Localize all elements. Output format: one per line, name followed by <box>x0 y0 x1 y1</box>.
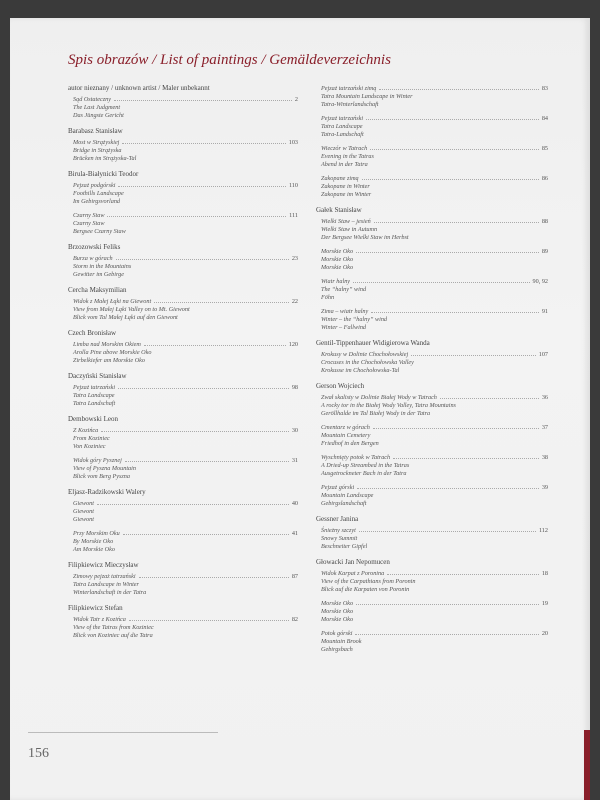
painting-title-row <box>316 114 548 123</box>
painting-title-german: Tatra-Winterlandschaft <box>321 101 379 108</box>
painting-title-english: From Koziniec <box>73 435 110 442</box>
page-reference: 84 <box>541 115 548 122</box>
painting-entry <box>68 297 298 322</box>
painting-title-polish: Morskie Oko <box>321 248 354 255</box>
page-reference: 88 <box>541 218 548 225</box>
dot-leader <box>355 629 538 635</box>
artist-name: Filipkiewicz Stefan <box>68 604 123 612</box>
painting-entry <box>68 499 298 524</box>
artist-name: Eljasz-Radzikowski Walery <box>68 488 146 496</box>
dot-leader <box>123 529 289 535</box>
painting-title-row <box>316 217 548 226</box>
painting-entry <box>316 84 548 109</box>
painting-title-polish: Limba nad Morskim Okiem <box>73 341 141 348</box>
artist-name: Głowacki Jan Nepomucen <box>316 558 390 566</box>
dot-leader <box>440 393 539 399</box>
artist-name: autor nieznany / unknown artist / Maler unbekannt <box>68 84 210 92</box>
painting-title-polish: Widok Karpat z Poronina <box>321 570 385 577</box>
painting-title-english: Wielki Staw in Autumn <box>321 226 378 233</box>
painting-title-english: Tatra Landscape <box>73 392 115 399</box>
dot-leader <box>107 211 286 217</box>
painting-title-english: Bridge in Strążyska <box>73 147 122 154</box>
painting-title-german: Föhn <box>321 294 335 301</box>
page-title: Spis obrazów / List of paintings / Gemäldeverzeichnis <box>68 52 391 68</box>
painting-entry <box>316 629 548 654</box>
painting-entry <box>316 483 548 508</box>
painting-title-english: By Morskie Oko <box>73 538 114 545</box>
painting-title-polish: Wieczór w Tatrach <box>321 145 368 152</box>
painting-title-german: Am Morskie Oko <box>73 546 115 553</box>
artist-name: Gerson Wojciech <box>316 382 365 390</box>
page-reference: 120 <box>288 341 298 348</box>
painting-title-polish: Pejzaż górski <box>321 484 355 491</box>
painting-title-polish: Morskie Oko <box>321 600 354 607</box>
dot-leader <box>118 383 289 389</box>
dot-leader <box>101 426 289 432</box>
painting-entry <box>316 247 548 272</box>
page-reference: 87 <box>291 573 298 580</box>
dot-leader <box>144 340 286 346</box>
dot-leader <box>387 569 539 575</box>
painting-title-german: Giewont <box>73 516 94 523</box>
painting-title-english: A Dried-up Streambed in the Tatras <box>321 462 410 469</box>
painting-title-german: Von Koziniec <box>73 443 106 450</box>
painting-title-english: Morskie Oko <box>321 256 354 263</box>
artist-name: Birula-Białynicki Teodor <box>68 170 139 178</box>
painting-title-polish: Zwał skalisty w Dolinie Białej Wody w Tatrach <box>321 394 437 401</box>
dot-leader <box>353 277 529 283</box>
painting-title-english: Morskie Oko <box>321 608 354 615</box>
page-reference: 20 <box>541 630 548 637</box>
painting-title-row <box>316 393 548 402</box>
dot-leader <box>370 144 539 150</box>
painting-title-row <box>316 84 548 93</box>
painting-entry <box>316 217 548 242</box>
page-reference: 83 <box>541 85 548 92</box>
dot-leader <box>374 217 539 223</box>
artist-name: Barabasz Stanisław <box>68 127 123 135</box>
painting-title-german: Winterlandschaft in der Tatra <box>73 589 147 596</box>
dot-leader <box>122 138 285 144</box>
painting-title-english: View from Małej Łąki Valley on to Mt. Giewont <box>73 306 190 313</box>
painting-title-german: Morskie Oko <box>321 616 354 623</box>
painting-title-row <box>68 138 298 147</box>
dot-leader <box>125 456 289 462</box>
painting-title-polish: Zima – wiatr halny <box>321 308 369 315</box>
painting-entry <box>68 181 298 206</box>
painting-title-english: View of Pyszna Mountain <box>73 465 136 472</box>
page-reference: 85 <box>541 145 548 152</box>
painting-title-german: Geröllhalde im Tal Białej Wody in der Tatra <box>321 410 431 417</box>
painting-entry <box>68 529 298 554</box>
artist-name: Czech Bronisław <box>68 329 117 337</box>
painting-entry <box>316 114 548 139</box>
painting-title-english: View of the Tatras from Koziniec <box>73 624 154 631</box>
painting-title-polish: Wielki Staw – jesień <box>321 218 371 225</box>
painting-title-german: Das Jüngste Gericht <box>73 112 124 119</box>
painting-title-row <box>68 529 298 538</box>
painting-title-row <box>316 526 548 535</box>
painting-title-polish: Zimowy pejzaż tatrzański <box>73 573 136 580</box>
painting-entry <box>316 277 548 302</box>
dot-leader <box>359 526 536 532</box>
painting-title-polish: Śnieżny szczyt <box>321 527 356 534</box>
page-reference: 19 <box>541 600 548 607</box>
dot-leader <box>362 174 539 180</box>
painting-title-german: Friedhof in den Bergen <box>321 440 379 447</box>
painting-title-polish: Cmentarz w górach <box>321 424 370 431</box>
painting-title-polish: Widok z Małej Łąki na Giewont <box>73 298 152 305</box>
painting-title-polish: Wyschnięty potok w Tatrach <box>321 454 391 461</box>
painting-title-german: Gebirgslandschaft <box>321 500 367 507</box>
painting-title-polish: Zakopane zimą <box>321 175 359 182</box>
painting-title-row <box>316 423 548 432</box>
dot-leader <box>366 114 539 120</box>
page-reference: 18 <box>541 570 548 577</box>
dot-leader <box>371 307 539 313</box>
painting-title-german: Blick von Koziniec auf die Tatra <box>73 632 153 639</box>
page-reference: 103 <box>288 139 298 146</box>
painting-title-german: Tatra Landschaft <box>73 400 116 407</box>
painting-title-english: Mountain Cemetery <box>321 432 371 439</box>
painting-title-english: Foothills Landscape <box>73 190 124 197</box>
footer-rule <box>28 732 218 733</box>
page-reference: 41 <box>291 530 298 537</box>
painting-entry <box>68 95 298 120</box>
painting-title-row <box>316 350 548 359</box>
painting-title-english: Giewont <box>73 508 94 515</box>
artist-name: Gałek Stanisław <box>316 206 362 214</box>
page-reference: 86 <box>541 175 548 182</box>
page-reference: 2 <box>294 96 298 103</box>
artist-name: Gentil-Tippenhauer Widigierowa Wanda <box>316 339 430 347</box>
painting-title-row <box>68 297 298 306</box>
painting-title-row <box>68 383 298 392</box>
painting-title-polish: Widok Tatr z Kozińca <box>73 616 126 623</box>
painting-title-german: Zirbelkiefer am Morskie Oko <box>73 357 145 364</box>
painting-title-polish: Przy Morskim Oku <box>73 530 120 537</box>
painting-title-english: View of the Carpathians from Poronin <box>321 578 416 585</box>
dot-leader <box>393 453 539 459</box>
painting-title-polish: Most w Strążyskiej <box>73 139 120 146</box>
dot-leader <box>114 95 292 101</box>
artist-name: Gessner Janina <box>316 515 359 523</box>
painting-title-row <box>316 277 548 286</box>
painting-title-row <box>316 599 548 608</box>
painting-title-english: Evening in the Tatras <box>321 153 374 160</box>
painting-title-row <box>68 340 298 349</box>
painting-title-english: Arolla Pine above Morskie Oko <box>73 349 152 356</box>
painting-title-row <box>316 144 548 153</box>
painting-title-polish: Krokusy w Dolinie Chochołowskiej <box>321 351 409 358</box>
painting-title-english: A rocky tor in the Białej Wody Valley, Tatra Mountains <box>321 402 456 409</box>
painting-title-english: The Last Judgment <box>73 104 121 111</box>
dot-leader <box>116 254 289 260</box>
painting-entry <box>68 615 298 640</box>
dot-leader <box>411 350 535 356</box>
painting-title-polish: Giewont <box>73 500 94 507</box>
painting-title-german: Zakopane im Winter <box>321 191 372 198</box>
dot-leader <box>97 499 289 505</box>
painting-entry <box>68 138 298 163</box>
painting-entry <box>316 350 548 375</box>
painting-title-german: Bergsee Czarny Staw <box>73 228 126 235</box>
painting-title-english: Tatra Landscape in Winter <box>73 581 139 588</box>
page-reference: 36 <box>541 394 548 401</box>
painting-entry <box>316 174 548 199</box>
right-column <box>316 84 548 659</box>
painting-title-row <box>68 615 298 624</box>
painting-title-polish: Pejzaż tatrzański zimą <box>321 85 377 92</box>
painting-title-row <box>68 181 298 190</box>
painting-entry <box>316 453 548 478</box>
painting-title-polish: Sąd Ostateczny <box>73 96 111 103</box>
artist-name: Cercha Maksymilian <box>68 286 127 294</box>
page-reference: 22 <box>291 298 298 305</box>
painting-title-row <box>316 174 548 183</box>
dot-leader <box>379 84 538 90</box>
painting-title-polish: Pejzaż tatrzański <box>321 115 364 122</box>
page-number: 156 <box>28 746 49 761</box>
dot-leader <box>154 297 289 303</box>
painting-entry <box>68 426 298 451</box>
painting-title-german: Blick vom Tal Małej Łąki auf den Giewont <box>73 314 178 321</box>
painting-title-german: Der Bergsee Wielki Staw im Herbst <box>321 234 409 241</box>
painting-title-polish: Potok górski <box>321 630 353 637</box>
painting-title-row <box>68 572 298 581</box>
page-reference: 89 <box>541 248 548 255</box>
painting-title-row <box>68 499 298 508</box>
painting-title-polish: Pejzaż podgórski <box>73 182 116 189</box>
painting-title-row <box>316 629 548 638</box>
page-reference: 112 <box>538 527 548 534</box>
painting-title-row <box>68 456 298 465</box>
painting-title-english: Storm in the Mountains <box>73 263 132 270</box>
painting-entry <box>316 599 548 624</box>
painting-title-polish: Wiatr halny <box>321 278 351 285</box>
page-reference: 37 <box>541 424 548 431</box>
painting-title-english: Tatra Landscape <box>321 123 363 130</box>
painting-title-german: Ausgetrockneter Bach in der Tatra <box>321 470 407 477</box>
dot-leader <box>356 247 539 253</box>
painting-title-row <box>316 483 548 492</box>
page-reference: 111 <box>289 212 298 219</box>
painting-title-german: Abend in der Tatra <box>321 161 368 168</box>
artist-name: Daczyński Stanisław <box>68 372 127 380</box>
painting-title-german: Beschneiter Gipfel <box>321 543 368 550</box>
dot-leader <box>139 572 289 578</box>
painting-title-german: Winter – Fallwind <box>321 324 367 331</box>
painting-title-english: Tatra Mountain Landscape in Winter <box>321 93 413 100</box>
page-reference: 23 <box>291 255 298 262</box>
dot-leader <box>373 423 539 429</box>
painting-entry <box>316 307 548 332</box>
book-page <box>10 18 590 800</box>
dot-leader <box>129 615 289 621</box>
painting-title-row <box>316 247 548 256</box>
painting-title-row <box>68 254 298 263</box>
artist-name: Filipkiewicz Mieczysław <box>68 561 139 569</box>
painting-title-row <box>68 211 298 220</box>
painting-title-german: Gebirgsbach <box>321 646 353 653</box>
page-reference: 82 <box>291 616 298 623</box>
painting-entry <box>68 572 298 597</box>
painting-title-english: The “halny” wind <box>321 286 367 293</box>
painting-title-row <box>316 307 548 316</box>
painting-entry <box>316 393 548 418</box>
dot-leader <box>357 483 539 489</box>
painting-title-row <box>316 569 548 578</box>
artist-name: Brzozowski Feliks <box>68 243 121 251</box>
painting-title-german: Brücken im Strążyska-Tal <box>73 155 137 162</box>
page-reference: 110 <box>288 182 298 189</box>
painting-title-english: Zakopane in Winter <box>321 183 370 190</box>
page-reference: 30 <box>291 427 298 434</box>
painting-entry <box>316 526 548 551</box>
painting-entry <box>68 254 298 279</box>
dot-leader <box>356 599 539 605</box>
painting-entry <box>68 340 298 365</box>
painting-entry <box>68 383 298 408</box>
painting-title-german: Krokusse im Chochołowska-Tal <box>321 367 400 374</box>
painting-title-row <box>316 453 548 462</box>
page-reference: 31 <box>291 457 298 464</box>
painting-entry <box>68 211 298 236</box>
painting-title-english: Winter – the “halny” wind <box>321 316 388 323</box>
artist-name: Dembowski Leon <box>68 415 118 423</box>
painting-title-german: Gewitter im Gebirge <box>73 271 124 278</box>
painting-title-english: Czarny Staw <box>73 220 105 227</box>
painting-entry <box>68 456 298 481</box>
painting-title-german: Im Gebirgsvorland <box>73 198 121 205</box>
painting-title-german: Blick vom Berg Pyszna <box>73 473 130 480</box>
painting-entry <box>316 144 548 169</box>
painting-entry <box>316 423 548 448</box>
page-reference: 90, 92 <box>532 278 548 285</box>
page-reference: 40 <box>291 500 298 507</box>
painting-title-polish: Widok góry Pysznej <box>73 457 122 464</box>
page-reference: 91 <box>541 308 548 315</box>
painting-title-polish: Z Kozińca <box>73 427 99 434</box>
painting-title-german: Tatra-Landschaft <box>321 131 364 138</box>
dot-leader <box>118 181 285 187</box>
painting-title-english: Mountain Landscape <box>321 492 374 499</box>
left-column <box>68 84 298 645</box>
page-reference: 39 <box>541 484 548 491</box>
painting-title-english: Snowy Summit <box>321 535 358 542</box>
painting-title-german: Blick auf die Karpaten von Poronin <box>321 586 410 593</box>
painting-title-row <box>68 426 298 435</box>
painting-title-german: Morskie Oko <box>321 264 354 271</box>
painting-title-english: Crocuses in the Chochołowska Valley <box>321 359 414 366</box>
painting-title-polish: Czarny Staw <box>73 212 105 219</box>
painting-title-polish: Pejzaż tatrzański <box>73 384 116 391</box>
page-reference: 38 <box>541 454 548 461</box>
painting-entry <box>316 569 548 594</box>
page-reference: 107 <box>538 351 548 358</box>
page-reference: 98 <box>291 384 298 391</box>
painting-title-english: Mountain Brook <box>321 638 362 645</box>
painting-title-row <box>68 95 298 104</box>
painting-title-polish: Burza w górach <box>73 255 113 262</box>
